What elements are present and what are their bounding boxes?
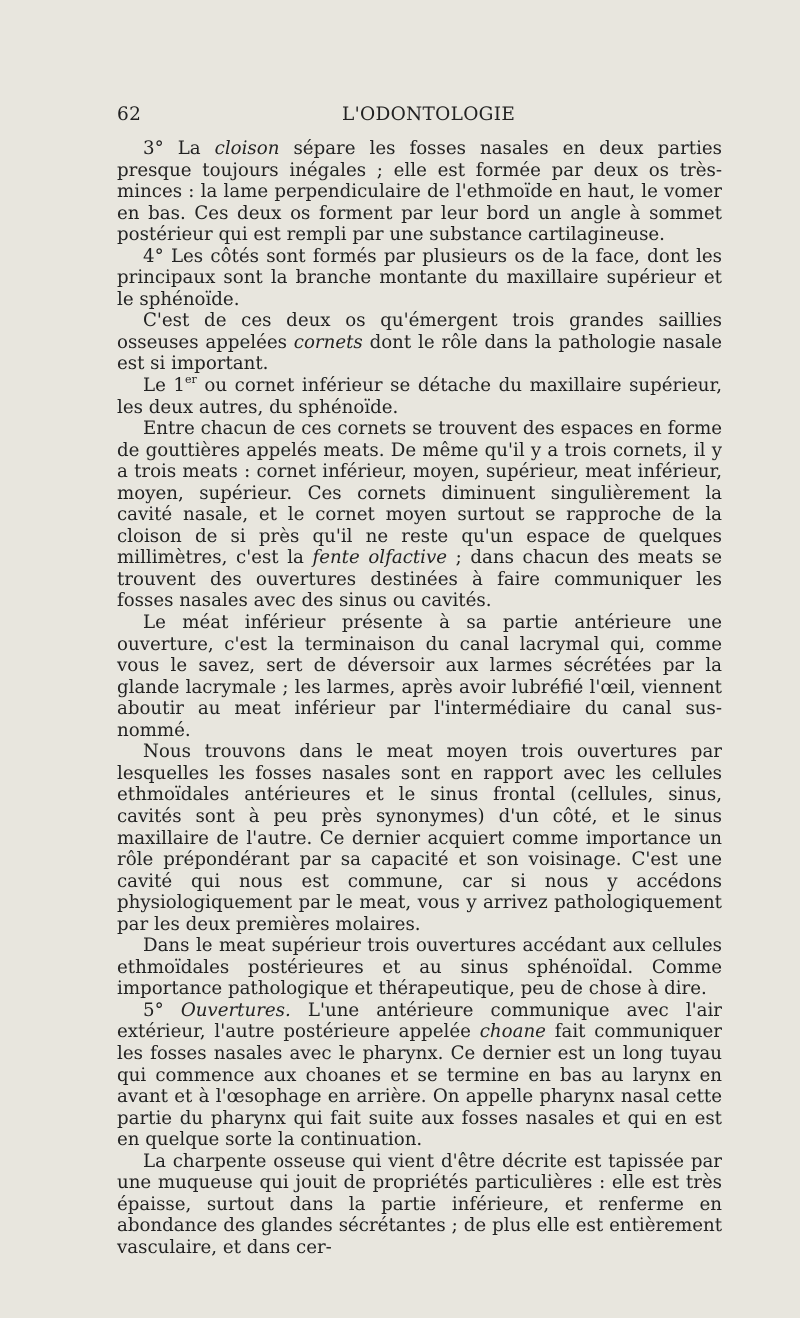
paragraph-ouvertures: 5° Ouvertures. L'une antérieure communique avec l'air extérieur, l'autre postérieure appelée choane fait communiquer les fosses nasales avec le pharynx. Ce dernier est un long tuyau qui commence aux choanes et se termine en bas au larynx en avant et à l'œsophage en arrière. On appelle pharynx nasal cette partie du pharynx qui fait suite aux fosses nasales et qui en est en quelque sorte la continuation. [117,999,723,1151]
page-number: 62 [117,104,142,125]
page-header [117,104,722,134]
paragraph-cornet-inferieur: Le 1er ou cornet inférieur se détache du maxillaire supérieur, les deux autres, du sphénoïde. [117,372,722,418]
paragraph-meat-superieur: Dans le meat supérieur trois ouvertures accédant aux cellules ethmoïdales postérieures et au sinus sphénoïdal. Comme importance pathologique et thérapeutique, peu de chose à dire. [117,935,722,1000]
paragraph-cloison: 3° La cloison sépare les fosses nasales en deux parties presque toujours inégales ; elle est formée par deux os très-minces : la lame perpendiculaire de l'ethmoïde en haut, le vomer en bas. Ces deux os forment par leur bord un angle à sommet postérieur qui est rempli par une substance cartilagineuse. [117,138,722,246]
running-title: L'ODONTOLOGIE [342,104,516,125]
paragraph-meats: Entre chacun de ces cornets se trouvent des espaces en forme de gouttières appelés meats. De même qu'il y a trois cornets, il y a trois meats : cornet inférieur, moyen, supérieur, meat inférieur, moyen, supérieur. Ces cornets diminuent singulièrement la cavité nasale, et le cornet moyen surtout se rapproche de la cloison de si près qu'il ne reste qu'un espace de quelques millimètres, c'est la fente olfactive ; dans chacun des meats se trouvent des ouvertures destinées à faire communiquer les fosses nasales avec des sinus ou cavités. [117,418,722,612]
paragraph-cotes: 4° Les côtés sont formés par plusieurs os de la face, dont les principaux sont la branche montante du maxillaire supérieur et le sphénoïde. [117,245,722,310]
paragraph-charpente: La charpente osseuse qui vient d'être décrite est tapissée par une muqueuse qui jouit de propriétés particulières : elle est très épaisse, surtout dans la partie inférieure, et renferme en abondance des glandes sécrétantes ; de plus elle est entièrement vasculaire, et dans cer- [117,1150,722,1258]
paragraph-cornets: C'est de ces deux os qu'émergent trois grandes saillies osseuses appelées cornets dont le rôle dans la pathologie nasale est si important. [117,310,723,375]
paragraph-meat-inferieur: Le méat inférieur présente à sa partie antérieure une ouverture, c'est la terminaison du canal lacrymal qui, comme vous le savez, sert de déversoir aux larmes sécrétées par la glande lacrymale ; les larmes, après avoir lubréfié l'œil, viennent aboutir au meat inférieur par l'intermédiaire du canal sus-nommé. [117,612,722,741]
body-text [117,138,722,1258]
paragraph-meat-moyen: Nous trouvons dans le meat moyen trois ouvertures par lesquelles les fosses nasales sont en rapport avec les cellules ethmoïdales antérieures et le sinus frontal (cellules, sinus, cavités sont à peu près synonymes) d'un côté, et le sinus maxillaire de l'autre. Ce dernier acquiert comme importance un rôle prépondérant par sa capacité et son voisinage. C'est une cavité qui nous est commune, car si nous y accédons physiologiquement par le meat, vous y arrivez pathologiquement par les deux premières molaires. [117,741,722,935]
